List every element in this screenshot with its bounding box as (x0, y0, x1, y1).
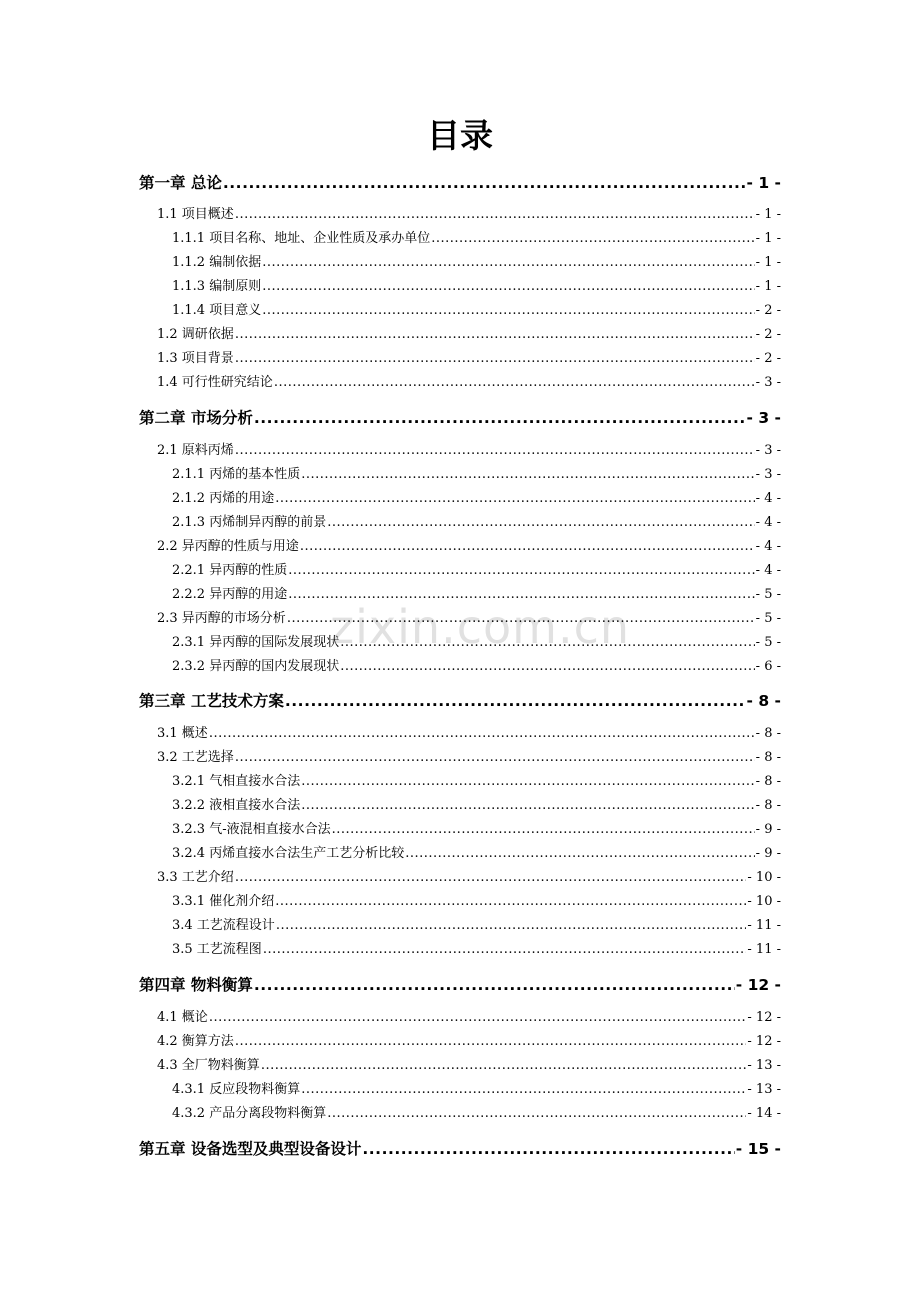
toc-entry-page: - 11 - (747, 942, 781, 957)
dot-leader (275, 892, 746, 912)
toc-entry-subsection[interactable] (172, 301, 781, 321)
toc-entry-label: 1.3 项目背景 (157, 351, 234, 366)
dot-leader (362, 1137, 734, 1161)
toc-entry-page: - 4 - (755, 539, 781, 554)
toc-entry-page: - 8 - (755, 726, 781, 741)
dot-leader (301, 772, 754, 792)
toc-entry-label: 3.2 工艺选择 (157, 750, 234, 765)
toc-entry-label: 1.1.2 编制依据 (172, 255, 262, 270)
toc-entry-label: 2.1 原料丙烯 (157, 443, 234, 458)
dot-leader (332, 820, 755, 840)
toc-entry-page: - 15 - (735, 1140, 781, 1158)
toc-entry-page: - 5 - (755, 611, 781, 626)
toc-entry-subsection[interactable] (172, 633, 781, 653)
toc-entry-section[interactable] (157, 1032, 781, 1052)
toc-entry-page: - 12 - (735, 976, 781, 994)
toc-entry-subsection[interactable] (172, 585, 781, 605)
toc-entry-label: 2.1.1 丙烯的基本性质 (172, 467, 301, 482)
toc-entry-subsection[interactable] (172, 513, 781, 533)
toc-entry-subsection[interactable] (172, 657, 781, 677)
dot-leader (254, 406, 746, 430)
toc-entry-subsection[interactable] (172, 844, 781, 864)
toc-entry-page: - 3 - (755, 375, 781, 390)
toc-entry-label: 4.3.2 产品分离段物料衡算 (172, 1106, 327, 1121)
dot-leader (405, 844, 754, 864)
toc-entry-subsection[interactable] (172, 1104, 781, 1124)
dot-leader (235, 441, 755, 461)
toc-entry-label: 1.1.3 编制原则 (172, 279, 262, 294)
toc-entry-subsection[interactable] (172, 772, 781, 792)
toc-entry-chapter-2[interactable] (139, 406, 781, 430)
toc-entry-page: - 4 - (755, 491, 781, 506)
toc-entry-label: 3.5 工艺流程图 (172, 942, 262, 957)
dot-leader (285, 689, 746, 713)
dot-leader (301, 1080, 746, 1100)
toc-entry-page: - 3 - (746, 409, 781, 427)
toc-entry-subsection[interactable] (172, 1080, 781, 1100)
dot-leader (288, 561, 754, 581)
toc-entry-subsection[interactable] (172, 892, 781, 912)
toc-entry-page: - 10 - (747, 870, 781, 885)
toc-entry-label: 2.2.1 异丙醇的性质 (172, 563, 288, 578)
toc-entry-section[interactable] (157, 349, 781, 369)
toc-entry-page: - 4 - (755, 563, 781, 578)
dot-leader (209, 1008, 747, 1028)
toc-entry-page: - 2 - (755, 351, 781, 366)
toc-entry-page: - 8 - (755, 750, 781, 765)
toc-entry-chapter-4[interactable] (139, 973, 781, 997)
toc-entry-subsection[interactable] (172, 940, 781, 960)
toc-entry-page: - 8 - (755, 798, 781, 813)
toc-entry-label: 3.1 概述 (157, 726, 208, 741)
toc-entry-section[interactable] (157, 537, 781, 557)
toc-entry-label: 4.3 全厂物料衡算 (157, 1058, 260, 1073)
toc-entry-section[interactable] (157, 609, 781, 629)
toc-entry-label: 3.3.1 催化剂介绍 (172, 894, 275, 909)
toc-entry-page: - 5 - (755, 587, 781, 602)
dot-leader (300, 537, 755, 557)
toc-entry-label: 1.1.1 项目名称、地址、企业性质及承办单位 (172, 231, 431, 246)
dot-leader (431, 229, 754, 249)
toc-entry-label: 第三章 工艺技术方案 (139, 692, 284, 710)
toc-entry-chapter-5[interactable] (139, 1137, 781, 1161)
dot-leader (262, 277, 754, 297)
toc-entry-page: - 9 - (755, 846, 781, 861)
toc-entry-chapter-1[interactable] (139, 171, 781, 195)
toc-entry-subsection[interactable] (172, 465, 781, 485)
toc-entry-chapter-3[interactable] (139, 689, 781, 713)
dot-leader (275, 489, 754, 509)
dot-leader (288, 585, 754, 605)
toc-entry-label: 2.2.2 异丙醇的用途 (172, 587, 288, 602)
dot-leader (263, 940, 747, 960)
toc-entry-page: - 14 - (747, 1106, 781, 1121)
toc-entry-label: 3.2.1 气相直接水合法 (172, 774, 301, 789)
toc-entry-section[interactable] (157, 1056, 781, 1076)
toc-entry-page: - 3 - (755, 467, 781, 482)
toc-entry-page: - 5 - (755, 635, 781, 650)
toc-entry-page: - 11 - (747, 918, 781, 933)
toc-entry-label: 2.3.2 异丙醇的国内发展现状 (172, 659, 340, 674)
toc-entry-label: 第四章 物料衡算 (139, 976, 253, 994)
dot-leader (235, 1032, 747, 1052)
toc-entry-label: 3.2.3 气-液混相直接水合法 (172, 822, 331, 837)
toc-entry-page: - 4 - (755, 515, 781, 530)
dot-leader (235, 748, 755, 768)
dot-leader (235, 205, 755, 225)
toc-entry-label: 第五章 设备选型及典型设备设计 (139, 1140, 362, 1158)
toc-entry-page: - 2 - (755, 327, 781, 342)
toc-entry-label: 第二章 市场分析 (139, 409, 253, 427)
toc-entry-label: 3.4 工艺流程设计 (172, 918, 275, 933)
toc-entry-page: - 1 - (755, 255, 781, 270)
toc-entry-label: 4.2 衡算方法 (157, 1034, 234, 1049)
toc-entry-page: - 10 - (747, 894, 781, 909)
toc-entry-label: 1.4 可行性研究结论 (157, 375, 273, 390)
toc-entry-label: 第一章 总论 (139, 174, 222, 192)
toc-entry-subsection[interactable] (172, 820, 781, 840)
toc-entry-label: 2.1.3 丙烯制异丙醇的前景 (172, 515, 327, 530)
toc-entry-page: - 8 - (755, 774, 781, 789)
toc-entry-label: 4.1 概论 (157, 1010, 208, 1025)
toc-entry-section[interactable] (157, 868, 781, 888)
toc-entry-page: - 13 - (747, 1058, 781, 1073)
dot-leader (223, 171, 746, 195)
toc-entry-label: 3.2.4 丙烯直接水合法生产工艺分析比较 (172, 846, 405, 861)
toc-entry-page: - 9 - (755, 822, 781, 837)
toc-entry-subsection[interactable] (172, 796, 781, 816)
toc-entry-section[interactable] (157, 205, 781, 225)
dot-leader (327, 1104, 746, 1124)
toc-entry-subsection[interactable] (172, 253, 781, 273)
dot-leader (209, 724, 755, 744)
toc-entry-subsection[interactable] (172, 277, 781, 297)
dot-leader (301, 465, 754, 485)
dot-leader (340, 633, 754, 653)
dot-leader (274, 373, 755, 393)
toc-entry-page: - 12 - (747, 1010, 781, 1025)
toc-entry-section[interactable] (157, 373, 781, 393)
toc-entry-page: - 6 - (755, 659, 781, 674)
dot-leader (261, 1056, 747, 1076)
toc-entry-label: 2.1.2 丙烯的用途 (172, 491, 275, 506)
toc-entry-page: - 3 - (755, 443, 781, 458)
toc-entry-section[interactable] (157, 441, 781, 461)
toc-entry-label: 2.2 异丙醇的性质与用途 (157, 539, 299, 554)
toc-entry-label: 3.2.2 液相直接水合法 (172, 798, 301, 813)
toc-entry-label: 1.1.4 项目意义 (172, 303, 262, 318)
toc-entry-subsection[interactable] (172, 916, 781, 936)
toc-entry-page: - 1 - (755, 279, 781, 294)
dot-leader (340, 657, 754, 677)
toc-entry-label: 2.3 异丙醇的市场分析 (157, 611, 286, 626)
dot-leader (301, 796, 754, 816)
toc-entry-page: - 13 - (747, 1082, 781, 1097)
toc-entry-label: 1.1 项目概述 (157, 207, 234, 222)
toc-entry-subsection[interactable] (172, 561, 781, 581)
dot-leader (235, 325, 755, 345)
dot-leader (262, 253, 754, 273)
toc-entry-page: - 8 - (746, 692, 781, 710)
toc-entry-section[interactable] (157, 1008, 781, 1028)
dot-leader (287, 609, 755, 629)
toc-entry-page: - 1 - (755, 207, 781, 222)
dot-leader (262, 301, 754, 321)
toc-entry-subsection[interactable] (172, 229, 781, 249)
toc-entry-label: 3.3 工艺介绍 (157, 870, 234, 885)
page-title: 目录 (427, 116, 493, 155)
toc-entry-page: - 12 - (747, 1034, 781, 1049)
watermark: zixin.com.cn (330, 600, 631, 654)
toc-entry-page: - 1 - (746, 174, 781, 192)
toc-entry-subsection[interactable] (172, 489, 781, 509)
dot-leader (235, 349, 755, 369)
toc-entry-section[interactable] (157, 325, 781, 345)
toc-entry-page: - 2 - (755, 303, 781, 318)
toc-entry-label: 4.3.1 反应段物料衡算 (172, 1082, 301, 1097)
toc-entry-label: 1.2 调研依据 (157, 327, 234, 342)
toc-entry-section[interactable] (157, 724, 781, 744)
dot-leader (254, 973, 735, 997)
toc-entry-label: 2.3.1 异丙醇的国际发展现状 (172, 635, 340, 650)
dot-leader (235, 868, 747, 888)
dot-leader (327, 513, 754, 533)
dot-leader (276, 916, 747, 936)
toc-entry-section[interactable] (157, 748, 781, 768)
toc-entry-page: - 1 - (755, 231, 781, 246)
